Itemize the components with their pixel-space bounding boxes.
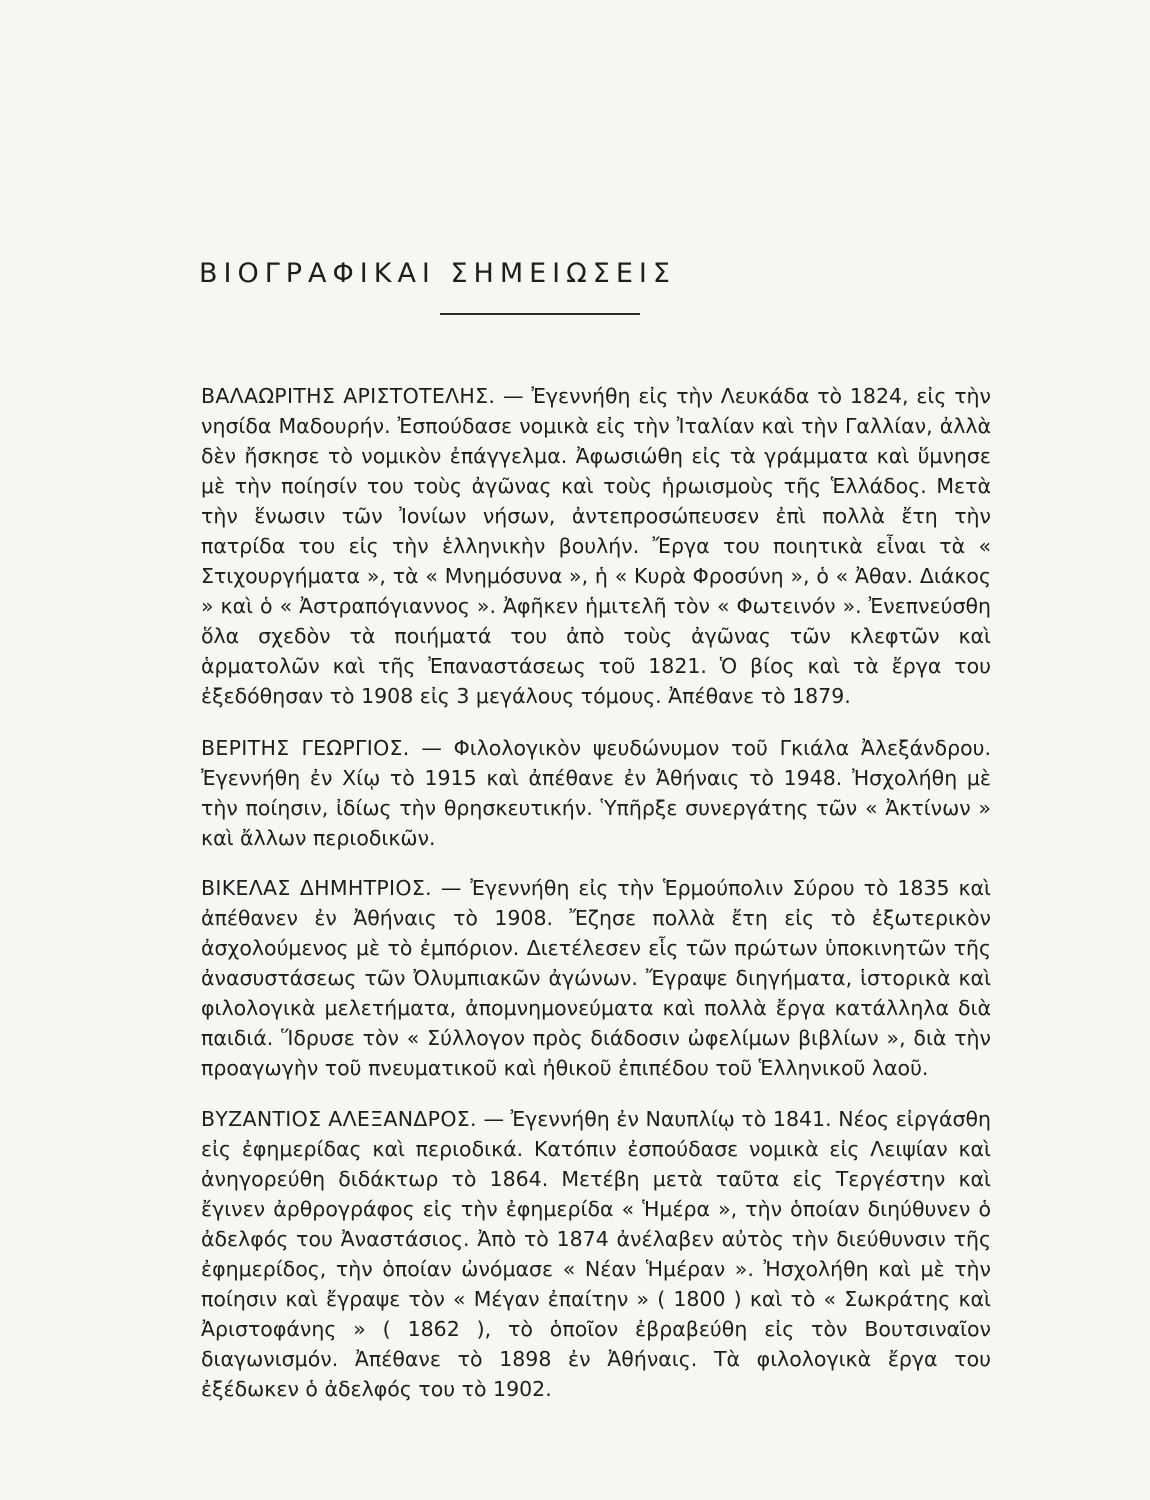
biography-entry bbox=[201, 381, 991, 711]
entry-text: — Ἐγεννήθη ἐν Ναυπλίῳ τὸ 1841. Νέος εἰργάσθη εἰς ἐφημερίδας καὶ περιοδικά. Κατόπιν ἐσπούδασε νομικὰ εἰς Λειψίαν καὶ ἀνηγορεύθη διδάκτωρ τὸ 1864. Μετέβη μετὰ ταῦτα εἰς Τεργέστην καὶ ἔγινεν ἀρθρογράφος εἰς τὴν ἐφημερίδα « Ἡμέρα », τὴν ὁποίαν διηύθυνεν ὁ ἀδελφός του Ἀναστάσιος. Ἀπὸ τὸ 1874 ἀνέλαβεν αὐτὸς τὴν διεύθυνσιν τῆς ἐφημερίδος, τὴν ὁποίαν ὠνόμασε « Νέαν Ἡμέραν ». Ἠσχολήθη καὶ μὲ τὴν ποίησιν καὶ ἔγραψε τὸν « Μέγαν ἐπαίτην » ( 1800 ) καὶ τὸ « Σωκράτης καὶ Ἀριστοφάνης » ( 1862 ), τὸ ὁποῖον ἐβραβεύθη εἰς τὸν Βουτσιναῖον διαγωνισμόν. Ἀπέθανε τὸ 1898 ἐν Ἀθήναις. Τὰ φιλολογικὰ ἔργα του ἐξέδωκεν ὁ ἀδελφός του τὸ 1902. bbox=[201, 1107, 991, 1401]
biography-entry bbox=[201, 733, 991, 853]
title-underline bbox=[440, 313, 640, 315]
entry-name: ΒΥΖΑΝΤΙΟΣ ΑΛΕΞΑΝΔΡΟΣ. bbox=[201, 1107, 477, 1131]
page-title: ΒΙΟΓΡΑΦΙΚΑΙ ΣΗΜΕΙΩΣΕΙΣ bbox=[199, 258, 676, 290]
entry-text: — Φιλολογικὸν ψευδώνυμον τοῦ Γκιάλα Ἀλεξάνδρου. Ἐγεννήθη ἐν Χίῳ τὸ 1915 καὶ ἀπέθανε ἐν Ἀθήναις τὸ 1948. Ἠσχολήθη μὲ τὴν ποίησιν, ἰδίως τὴν θρησκευτικήν. Ὑπῆρξε συνεργάτης τῶν « Ἀκτίνων » καὶ ἄλλων περιοδικῶν. bbox=[201, 736, 992, 850]
biography-entry bbox=[201, 873, 991, 1083]
entry-name: ΒΙΚΕΛΑΣ ΔΗΜΗΤΡΙΟΣ. bbox=[201, 876, 432, 900]
entry-name: ΒΕΡΙΤΗΣ ΓΕΩΡΓΙΟΣ. bbox=[201, 736, 410, 760]
biography-entry bbox=[201, 1104, 991, 1404]
entry-text: — Ἐγεννήθη εἰς τὴν Λευκάδα τὸ 1824, εἰς τὴν νησίδα Μαδουρήν. Ἐσπούδασε νομικὰ εἰς τὴν Ἰταλίαν καὶ τὴν Γαλλίαν, ἀλλὰ δὲν ἤσκησε τὸ νομικὸν ἐπάγγελμα. Ἀφωσιώθη εἰς τὰ γράμματα καὶ ὕμνησε μὲ τὴν ποίησίν του τοὺς ἀγῶνας καὶ τοὺς ἡρωισμοὺς τῆς Ἑλλάδος. Μετὰ τὴν ἕνωσιν τῶν Ἰονίων νήσων, ἀντεπροσώπευσεν ἐπὶ πολλὰ ἔτη τὴν πατρίδα του εἰς τὴν ἑλληνικὴν βουλήν. Ἔργα του ποιητικὰ εἶναι τὰ « Στιχουργήματα », τὰ « Μνημόσυνα », ἡ « Κυρὰ Φροσύνη », ὁ « Ἀθαν. Διάκος » καὶ ὁ « Ἀστραπόγιαννος ». Ἀφῆκεν ἡμιτελῆ τὸν « Φωτεινόν ». Ἐνεπνεύσθη ὅλα σχεδὸν τὰ ποιήματά του ἀπὸ τοὺς ἀγῶνας τῶν κλεφτῶν καὶ ἁρματολῶν καὶ τῆς Ἐπαναστάσεως τοῦ 1821. Ὁ βίος καὶ τὰ ἔργα του ἐξεδόθησαν τὸ 1908 εἰς 3 μεγάλους τόμους. Ἀπέθανε τὸ 1879. bbox=[201, 384, 991, 708]
entry-name: ΒΑΛΑΩΡΙΤΗΣ ΑΡΙΣΤΟΤΕΛΗΣ. bbox=[201, 384, 496, 408]
entry-text: — Ἐγεννήθη εἰς τὴν Ἑρμούπολιν Σύρου τὸ 1835 καὶ ἀπέθανεν ἐν Ἀθήναις τὸ 1908. Ἔζησε πολλὰ ἔτη εἰς τὸ ἐξωτερικὸν ἀσχολούμενος μὲ τὸ ἐμπόριον. Διετέλεσεν εἷς τῶν πρώτων ὑποκινητῶν τῆς ἀνασυστάσεως τῶν Ὀλυμπιακῶν ἀγώνων. Ἔγραψε διηγήματα, ἱστορικὰ καὶ φιλολογικὰ μελετήματα, ἀπομνημονεύματα καὶ πολλὰ ἔργα κατάλληλα διὰ παιδιά. Ἵδρυσε τὸν « Σύλλογον πρὸς διάδοσιν ὠφελίμων βιβλίων », διὰ τὴν προαγωγὴν τοῦ πνευματικοῦ καὶ ἠθικοῦ ἐπιπέδου τοῦ Ἑλληνικοῦ λαοῦ. bbox=[201, 876, 991, 1080]
